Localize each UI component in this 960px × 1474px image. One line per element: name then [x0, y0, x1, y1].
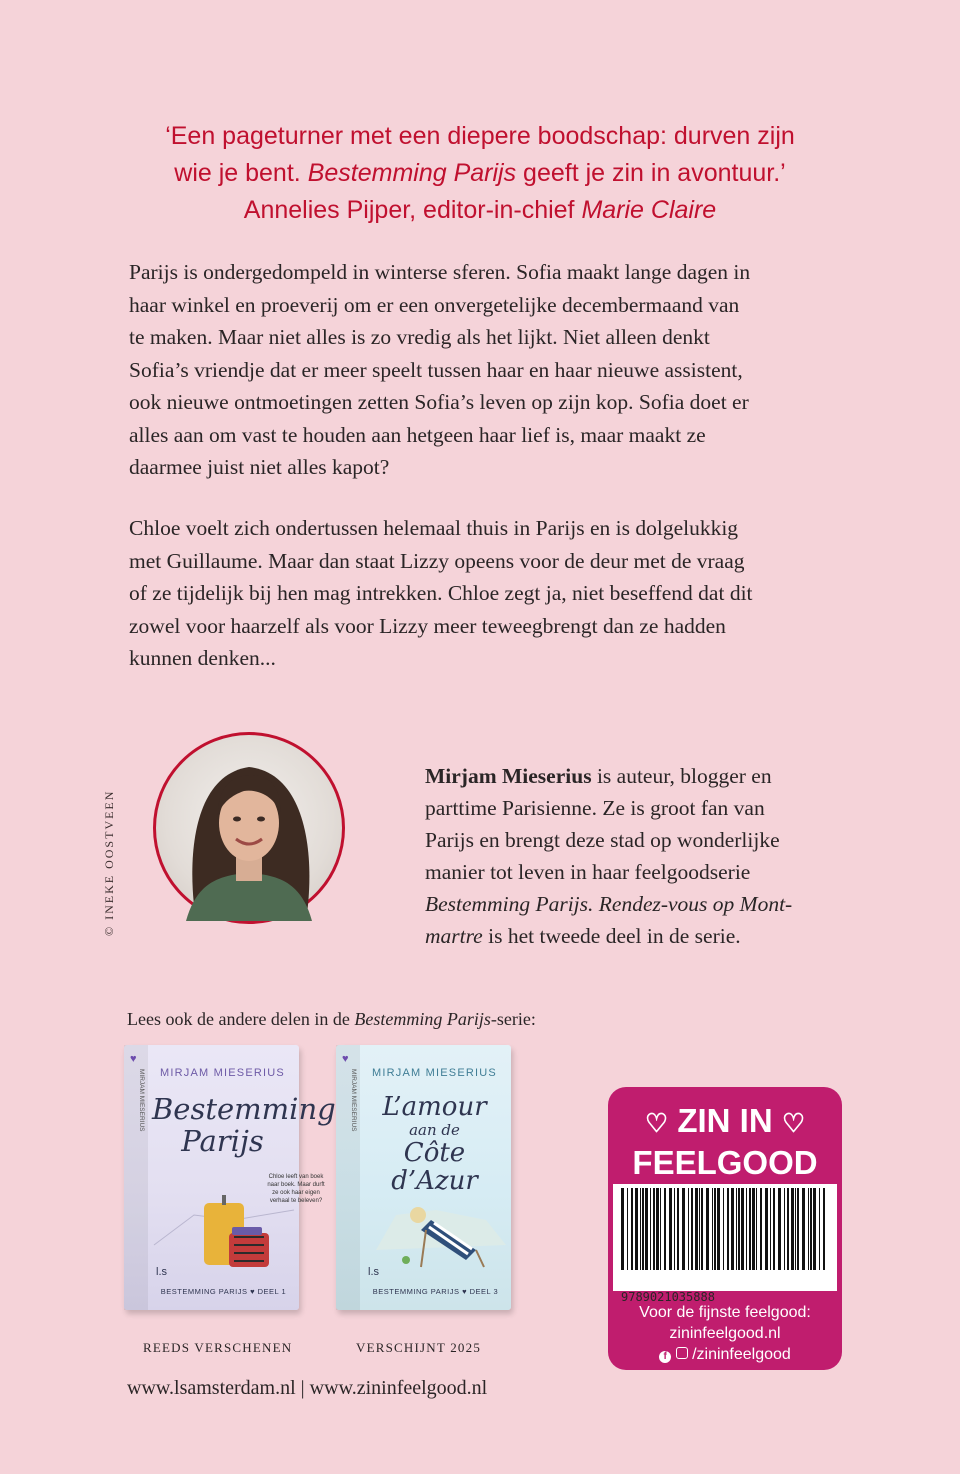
blurb-line: Parijs is ondergedompeld in winterse sferen. Sofia maakt lange dagen in	[129, 260, 751, 284]
barcode-bar	[802, 1188, 805, 1270]
quote-line-2: wie je bent.	[174, 159, 308, 187]
photo-credit: © INEKE OOSTVEEN	[102, 789, 116, 936]
blurb-line: Chloe voelt zich ondertussen helemaal thuis in Parijs en is dolgelukkig	[129, 516, 739, 540]
book-cover-bestemming-parijs	[124, 1045, 336, 1310]
quote-magazine: Marie Claire	[581, 196, 717, 224]
barcode-bar	[656, 1188, 659, 1270]
blurb-line: te maken. Maar niet alles is zo vredig als het lijkt. Niet alleen denkt	[129, 325, 710, 349]
zin-in-feelgood-badge	[608, 1087, 842, 1370]
barcode-bar	[677, 1188, 679, 1270]
blurb-line: haar winkel en proeverij om er een onvergetelijke decembermaand van	[129, 292, 740, 317]
spine-author: MIRJAM MIESERIUS	[138, 1069, 145, 1132]
cover-title-line: Bestemming	[152, 1092, 336, 1126]
author-name: Mirjam Mieserius	[425, 764, 592, 788]
author-bio	[425, 760, 845, 952]
quote-line-2-end: geeft je zin in avontuur.’	[516, 159, 786, 187]
barcode-bars	[613, 1184, 837, 1284]
bio-line: parttime Parisienne. Ze is groot fan van	[425, 796, 765, 820]
bio-series-title: Bestemming Parijs. Rendez-vous op Mont-	[425, 892, 793, 916]
barcode-bar	[688, 1188, 689, 1270]
barcode-bar	[640, 1188, 641, 1270]
barcode-bar	[635, 1188, 638, 1270]
barcode-bar	[756, 1188, 757, 1270]
barcode-bar	[784, 1188, 785, 1270]
blurb-line: zowel voor haarzelf als voor Lizzy meer teweegbrengt dan ze hadden	[129, 613, 726, 638]
quote-book-title: Bestemming Parijs	[307, 159, 517, 187]
blurb-line: alles aan om vast te houden aan hetgeen haar lief is, maar maakt ze	[129, 422, 706, 447]
instagram-icon	[676, 1347, 688, 1359]
barcode-bar	[746, 1188, 747, 1270]
author-portrait-illustration	[156, 735, 342, 921]
publisher-logo: l.s	[368, 1266, 379, 1278]
quote-line-1: ‘Een pageturner met een diepere boodschap: durven zijn	[165, 122, 795, 150]
barcode-bar	[823, 1188, 825, 1270]
barcode-bar	[770, 1188, 771, 1270]
barcode-bar	[795, 1188, 796, 1270]
badge-title	[608, 1101, 842, 1182]
barcode-bar	[706, 1188, 709, 1270]
heart-outline-icon: ♡	[781, 1108, 806, 1138]
barcode-bar	[712, 1188, 713, 1270]
bio-line: is het tweede deel in de serie.	[482, 924, 741, 948]
barcode-bar	[714, 1188, 716, 1270]
blurb-paragraph-2	[129, 512, 849, 675]
blurb-line: kunnen denken...	[129, 646, 276, 670]
barcode-bar	[778, 1188, 781, 1270]
spine-author: MIRJAM MIESERIUS	[350, 1069, 357, 1132]
beach-chair-illustration	[336, 1045, 511, 1310]
barcode-bar	[765, 1188, 768, 1270]
barcode-bar	[752, 1188, 755, 1270]
cover-series: BESTEMMING PARIJS ♥ DEEL 3	[372, 1287, 499, 1296]
facebook-icon: f	[659, 1351, 671, 1363]
bio-line: Parijs en brengt deze stad op wonderlijke	[425, 828, 780, 852]
cover-title-line: L’amour	[382, 1092, 487, 1122]
barcode-bar	[627, 1188, 628, 1270]
barcode-bar	[787, 1188, 789, 1270]
blurb-line: daarmee juist niet alles kapot?	[129, 455, 390, 479]
bio-series-title-end: martre	[425, 924, 483, 948]
barcode-bar	[699, 1188, 700, 1270]
barcode	[613, 1184, 837, 1304]
heart-icon: ♥	[342, 1053, 349, 1065]
blurb-line: met Guillaume. Maar dan staat Lizzy opeens voor de deur met de vraag	[129, 548, 745, 573]
barcode-bar	[701, 1188, 703, 1270]
barcode-bar	[691, 1188, 693, 1270]
barcode-bar	[760, 1188, 762, 1270]
barcode-bar	[682, 1188, 685, 1270]
barcode-bar	[674, 1188, 675, 1270]
badge-tagline: Voor de fijnste feelgood:	[639, 1304, 811, 1321]
cover-author: MIRJAM MIESERIUS	[160, 1067, 285, 1079]
bio-line: manier tot leven in haar feelgoodserie	[425, 860, 751, 884]
isbn-number: 9789021035888	[621, 1290, 715, 1304]
barcode-bar	[664, 1188, 666, 1270]
badge-website: zininfeelgood.nl	[669, 1325, 781, 1342]
cover-title-line: aan de	[409, 1121, 460, 1139]
also-read-series: Bestemming Parijs	[354, 1009, 491, 1029]
websites: www.lsamsterdam.nl | www.zininfeelgood.nl	[127, 1377, 488, 1399]
barcode-bar	[717, 1188, 720, 1270]
badge-social	[608, 1346, 842, 1364]
badge-title-line: FEELGOOD	[632, 1144, 818, 1181]
barcode-bar	[741, 1188, 744, 1270]
book-status: REEDS VERSCHENEN	[143, 1340, 293, 1355]
blurb-paragraph-1	[129, 256, 849, 484]
barcode-bar	[669, 1188, 672, 1270]
also-read-suffix: -serie:	[490, 1009, 536, 1029]
barcode-bar	[660, 1188, 661, 1270]
blurb-line: Sofia’s vriendje dat er meer speelt tussen haar en haar nieuwe assistent,	[129, 357, 743, 382]
barcode-bar	[813, 1188, 816, 1270]
cover-title-line: Parijs	[181, 1124, 264, 1158]
barcode-bar	[797, 1188, 799, 1270]
cover-series: BESTEMMING PARIJS ♥ DEEL 1	[160, 1287, 287, 1296]
barcode-bar	[650, 1188, 651, 1270]
barcode-bar	[727, 1188, 729, 1270]
barcode-bar	[621, 1188, 624, 1270]
blurb-line: ook nieuwe ontmoetingen zetten Sofia’s leven op zijn kop. Sofia doet er	[129, 390, 749, 414]
heart-outline-icon: ♡	[644, 1108, 669, 1138]
cover-sticker: Chloe leeft van boek naar boek. Maar durft ze ook haar eigen verhaal te beleven?	[267, 1174, 325, 1204]
barcode-bar	[723, 1188, 724, 1270]
also-read-heading	[127, 1009, 536, 1030]
barcode-bar	[653, 1188, 655, 1270]
barcode-bar	[695, 1188, 698, 1270]
barcode-bar	[749, 1188, 751, 1270]
heart-icon: ♥	[130, 1053, 137, 1065]
barcode-bar	[736, 1188, 737, 1270]
barcode-bar	[819, 1188, 820, 1270]
cover-title-line: Côte d’Azur	[391, 1138, 478, 1196]
barcode-bar	[738, 1188, 740, 1270]
also-read-prefix: Lees ook de andere delen in de	[127, 1009, 355, 1029]
barcode-bar	[773, 1188, 775, 1270]
barcode-bar	[810, 1188, 812, 1270]
blurb-line: of ze tijdelijk bij hen mag intrekken. Chloe zegt ja, niet beseffend dat dit	[129, 581, 753, 605]
review-quote	[60, 118, 900, 229]
publisher-logo: l.s	[156, 1266, 167, 1278]
barcode-bar	[791, 1188, 794, 1270]
book-cover-lamour-cote-dazur	[336, 1045, 511, 1310]
author-portrait	[153, 732, 345, 924]
bio-line: is auteur, blogger en	[591, 764, 772, 788]
barcode-bar	[731, 1188, 734, 1270]
barcode-bar	[645, 1188, 648, 1270]
social-handle: /zininfeelgood	[692, 1346, 791, 1363]
barcode-bar	[642, 1188, 644, 1270]
badge-title-line: ZIN IN	[677, 1102, 773, 1139]
suitcase-illustration	[124, 1045, 336, 1310]
quote-attribution: Annelies Pijper, editor-in-chief	[243, 196, 582, 224]
barcode-bar	[631, 1188, 633, 1270]
barcode-bar	[808, 1188, 809, 1270]
cover-author: MIRJAM MIESERIUS	[372, 1067, 497, 1079]
book-status: VERSCHIJNT 2025	[356, 1340, 482, 1355]
